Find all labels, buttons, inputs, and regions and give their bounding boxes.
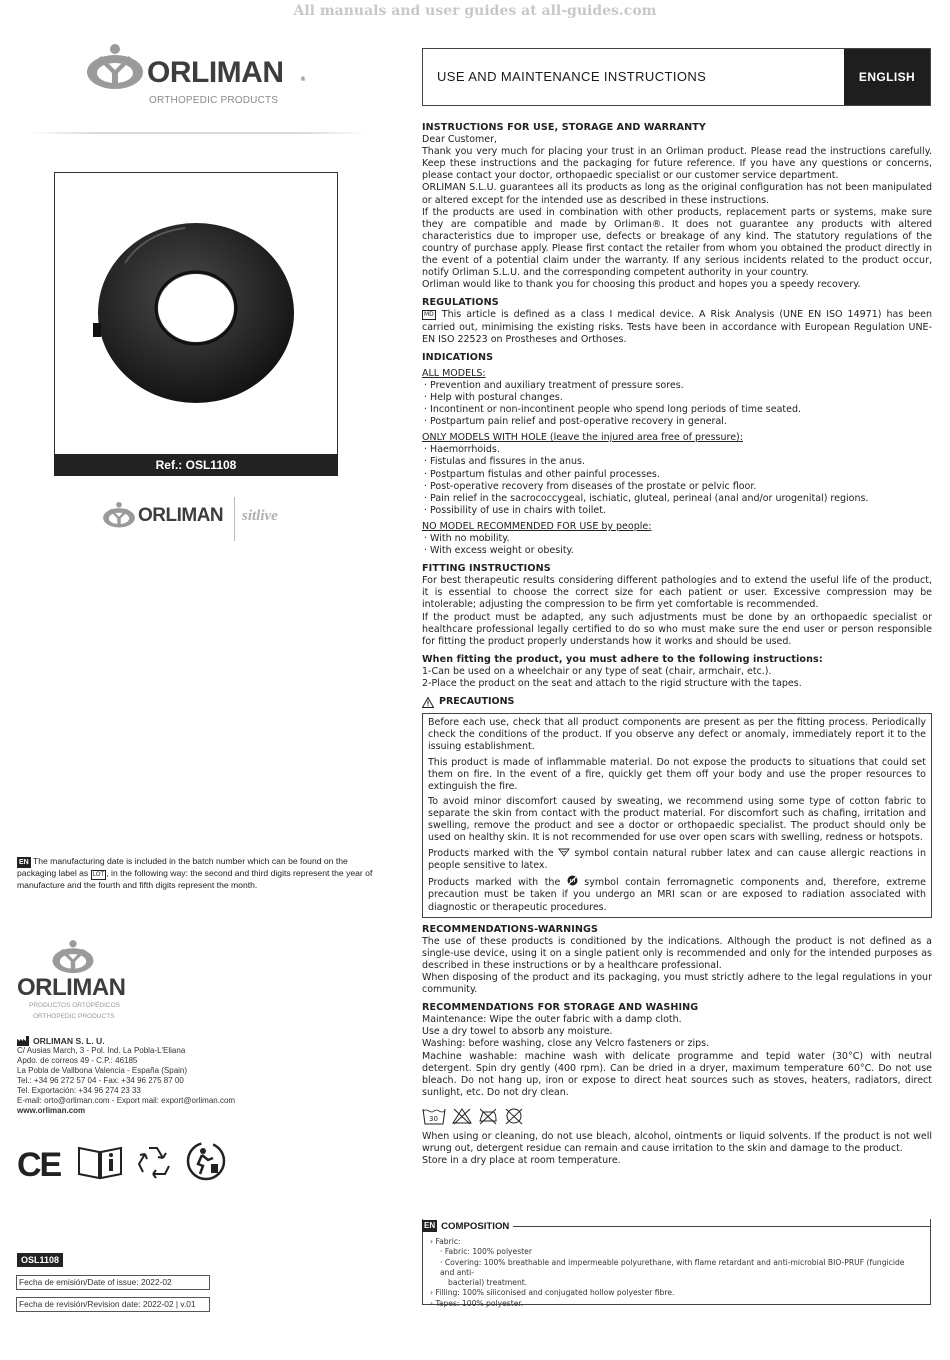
ce-mark: CE: [17, 1146, 61, 1184]
composition-item: › Filling: 100% siliconised and conjugated hollow polyester fibre.: [430, 1288, 920, 1298]
section-title: RECOMMENDATIONS FOR STORAGE AND WASHING: [422, 1002, 699, 1014]
composition-item: › Tapes: 100% polyester.: [430, 1299, 920, 1309]
recycle-icon: [135, 1144, 175, 1180]
brand-sub-en: ORTHOPEDIC PRODUCTS: [33, 1013, 115, 1020]
paragraph: Thank you very much for placing your trust in an Orliman product. Please read the instructions carefully. Keep these instructions and the packaging for future reference. If you have any questions or concerns, please contact your doctor, orthopaedic specialist or our customer service department.: [422, 146, 932, 182]
paragraph: Machine washable: machine wash with delicate programme and tepid water (30°C) with neutral detergent. Spin dry gently (400 rpm). Can be dried in a dryer, maximum temperature 60°C. Do not use bleach. Do not hang up, iron or expose to direct heat sources such as stoves, heaters, radiators, direct sunlight, etc. Do not dry clean.: [422, 1050, 932, 1098]
list-item: · Post-operative recovery from diseases of the prostate or pelvic floor.: [422, 481, 932, 493]
composition-subitem: bacterial) treatment.: [448, 1278, 528, 1288]
note-text-1: The manufacturing date is included in the batch number which can be found on the packaging label as: [17, 856, 348, 878]
latex-text-1: Products marked with the: [428, 848, 554, 860]
instructions-content: [422, 122, 932, 1167]
no-dry-clean-icon: [504, 1107, 524, 1125]
brand-row: [100, 497, 300, 543]
document-header: [422, 48, 931, 106]
mri-unsafe-icon: [567, 875, 578, 886]
no-iron-icon: [478, 1107, 498, 1125]
company-line: La Pobla de Vallbona Valencia - España (Spain): [17, 1066, 188, 1075]
product-ref-bar: Ref.: OSL1108: [54, 454, 338, 476]
brand-name-small: ORLIMAN: [138, 505, 224, 526]
magnet-text-2: symbol contain ferromagnetic components and, therefore, extreme precaution must be taken if you undergo an MRI scan or are exposed to radiation associated with diagnostic or therapeutic procedures.: [428, 877, 926, 913]
no-bleach-icon: [452, 1107, 472, 1125]
subsection-title: When fitting the product, you must adhere to the following instructions:: [422, 653, 823, 665]
registered-mark: ®: [300, 76, 306, 83]
list-item: · Help with postural changes.: [422, 392, 932, 404]
section-title: INDICATIONS: [422, 351, 494, 363]
warning-icon: [422, 697, 434, 708]
precautions-box: [422, 713, 932, 917]
company-website: www.orliman.com: [17, 1106, 86, 1115]
compliance-symbols: [17, 1140, 237, 1184]
list-item: · Prevention and auxiliary treatment of pressure sores.: [422, 380, 932, 392]
composition-line: [513, 1226, 931, 1227]
brand-subtitle: ORTHOPEDIC PRODUCTS: [149, 95, 279, 106]
paragraph: To avoid minor discomfort caused by sweating, we recommend using some type of cotton fabric to separate the skin from contact with the product material. For discomfort such as chafing, irritation and swelling, remove the product and see a doctor or orthopaedic specialist. The product should only be used on healthy skin. It is not recommended for use over open scars with swelling, redness or hotspots.: [428, 795, 926, 844]
care-symbols: [422, 1107, 932, 1125]
subsection-title: NO MODEL RECOMMENDED FOR USE by people:: [422, 520, 652, 532]
paragraph: [428, 847, 926, 872]
company-line: Tel.: +34 96 272 57 04 - Fax: +34 96 275 87 00: [17, 1076, 184, 1085]
company-info: [17, 1036, 297, 1116]
paragraph: ORLIMAN S.L.U. guarantees all its products as long as the original configuration has not been manipulated or altered except for the intended use as described in these instructions.: [422, 182, 932, 206]
paragraph: If the products are used in combination with other products, replacement parts or systems, make sure they are compatible and made by Orliman®. It does not guarantee any products with altered characteristics due to improper use, defects or breakage of any kind. The statutory regulations of the country of purchase apply. Please first contact the retailer from whom you obtained the product directly in the event of a potential claim under the warranty. If any serious incidents related to the product occur, notify Orliman S.L.U. and the corresponding competent authority in your country.: [422, 206, 932, 279]
paragraph: When disposing of the product and its packaging, you must strictly adhere to the legal regulations in your community.: [422, 972, 932, 996]
note-text-2: , in the following way: the second and third digits represent the year of manufacture and the fourth and fifth digits represent the month.: [17, 868, 373, 890]
composition-item: › Fabric:: [430, 1237, 920, 1247]
paragraph: If the product must be adapted, any such adjustments must be done by an orthopaedic specialist or healthcare professional legally certified to do so who must make sure the end user or person responsible for fitting the product properly understands how it works and should be used.: [422, 611, 932, 647]
section-title: REGULATIONS: [422, 297, 499, 309]
paragraph: The use of these products is conditioned by the indications. Although the product is not defined as a single-use device, using it on a single patient only is recommended and only for the intended purposes as described in these instructions or by a healthcare professional.: [422, 935, 932, 971]
latex-text-2: symbol contain natural rubber latex and can cause allergic reactions in people sensitive to latex.: [428, 848, 926, 872]
brand-name-bottom: ORLIMAN: [17, 974, 126, 1001]
brand-sub-es: PRODUCTOS ORTOPÉDICOS: [29, 1002, 121, 1009]
composition-subitem: · Fabric: 100% polyester: [440, 1247, 532, 1257]
paragraph: This product is made of inflammable material. Do not expose the products to situations that could set them on fire. In the event of a fire, quickly get them off your body and use the proper resources to extinguish the fire.: [428, 756, 926, 792]
list-item: · Postpartum fistulas and other painful processes.: [422, 469, 932, 481]
paragraph: Orliman would like to thank you for choosing this product and hopes you a speedy recovery.: [422, 279, 861, 291]
paragraph: [428, 875, 926, 913]
list-item: · Fistulas and fissures in the anus.: [422, 456, 932, 468]
fitting-step: 2-Place the product on the seat and attach to the rigid structure with the tapes.: [422, 678, 802, 690]
watermark: All manuals and user guides at all-guides.com: [293, 3, 657, 19]
storage-line: Use a dry towel to absorb any moisture.: [422, 1026, 613, 1038]
storage-line: Washing: before washing, close any Velcro fasteners or zips.: [422, 1038, 710, 1050]
latex-icon: [558, 847, 570, 857]
list-item: · Incontinent or non-incontinent people who spend long periods of time seated.: [422, 404, 932, 416]
fitting-step: 1-Can be used on a wheelchair or any type of seat (chair, armchair, etc.).: [422, 665, 772, 677]
precautions-header: [422, 696, 932, 708]
company-line: Tel. Exportación: +34 96 274 23 33: [17, 1086, 141, 1095]
orliman-figure-icon: [102, 500, 136, 530]
paragraph: Before each use, check that all product components are present as per the fitting process. Periodically check the conditions of the product. If you observe any defect or anomaly, immediately report it to the issuing establishment.: [428, 717, 926, 753]
subsection-title: ONLY MODELS WITH HOLE (leave the injured area free of pressure):: [422, 432, 743, 444]
issue-date: Fecha de emisión/Date of issue: 2022-02: [16, 1275, 210, 1290]
manufacturing-note: [17, 856, 387, 891]
reg-text: This article is defined as a class I medical device. A Risk Analysis (UNE EN ISO 14971) has been carried out, minimising the existing risks. Tests have been in accordance with European Regulation UNE-EN ISO 22523 on Prostheses and Orthoses.: [422, 309, 932, 345]
list-item: · With no mobility.: [422, 533, 932, 545]
brand-name: ORLIMAN: [147, 56, 284, 89]
company-line: C/ Ausias March, 3 - Pol. Ind. La Pobla-L'Eliana: [17, 1046, 186, 1055]
paragraph: [422, 309, 932, 345]
paragraph: For best therapeutic results considering different pathologies and to extend the useful life of the product, it is essential to choose the correct size for each patient or user. Excessive compression may be intolerable; adjusting the compression to be firm yet comfortable is recommended.: [422, 575, 932, 611]
list-item: · Pain relief in the sacrococcygeal, ischiatic, gluteal, perineal (anal and/or urogenital) regions.: [422, 493, 932, 505]
lang-tag: EN: [424, 1221, 436, 1230]
list-item: · Haemorrhoids.: [422, 444, 932, 456]
brand-divider: [234, 497, 235, 541]
storage-line: Maintenance: Wipe the outer fabric with a damp cloth.: [422, 1014, 682, 1026]
md-symbol: MD: [424, 311, 434, 319]
language-label: ENGLISH: [844, 49, 930, 105]
subsection-title: ALL MODELS:: [422, 367, 486, 379]
wash-30-icon: [422, 1107, 446, 1125]
company-line: Apdo. de correos 49 - C.P.: 46185: [17, 1056, 138, 1065]
section-title: INSTRUCTIONS FOR USE, STORAGE AND WARRANTY: [422, 122, 706, 133]
company-line: E-mail: orto@orliman.com - Export mail: export@orliman.com: [17, 1096, 236, 1105]
orliman-figure-icon: [51, 938, 95, 976]
composition-subitem: · Covering: 100% breathable and impermeable polyurethane, with flame retardant and anti-microbial BIO-PRUF (fungicide and anti-: [440, 1257, 905, 1277]
orliman-logo: [85, 40, 325, 110]
composition-title: COMPOSITION: [441, 1220, 510, 1232]
magnet-text-1: Products marked with the: [428, 877, 561, 889]
wash-temp: 30: [429, 1114, 438, 1123]
cushion-image: [55, 173, 337, 455]
composition-header: [422, 1219, 931, 1233]
greeting: Dear Customer,: [422, 134, 498, 146]
lot-symbol: LOT: [92, 872, 105, 878]
dispose-icon: [185, 1140, 227, 1182]
list-item: · With excess weight or obesity.: [422, 545, 932, 557]
list-item: · Possibility of use in chairs with toilet.: [422, 505, 932, 517]
list-item: · Postpartum pain relief and post-operative recovery in general.: [422, 416, 932, 428]
document-title: USE AND MAINTENANCE INSTRUCTIONS: [437, 69, 707, 84]
divider: [28, 132, 368, 134]
composition-body: [430, 1237, 920, 1309]
section-title: FITTING INSTRUCTIONS: [422, 563, 551, 575]
product-photo: [54, 172, 338, 475]
orliman-logo-bottom: [17, 938, 167, 1028]
sitlive-logo: sitlive: [242, 508, 278, 524]
revision-date: Fecha de revisión/Revision date: 2022-02 | v.01: [16, 1297, 210, 1312]
section-title: PRECAUTIONS: [439, 696, 515, 708]
lang-tag: EN: [19, 859, 29, 866]
paragraph: When using or cleaning, do not use bleach, alcohol, ointments or liquid solvents. If the product is not well wrung out, detergent residue can remain and cause irritation to the skin and damage to the product.: [422, 1130, 932, 1155]
manufacturer-icon: [17, 1036, 29, 1046]
section-title: RECOMMENDATIONS-WARNINGS: [422, 923, 598, 935]
paragraph: Store in a dry place at room temperature.: [422, 1155, 621, 1167]
orliman-figure-icon: [85, 42, 145, 92]
product-code-tag: OSL1108: [17, 1253, 63, 1267]
company-name: ORLIMAN S. L. U.: [33, 1036, 105, 1046]
instructions-book-icon: [77, 1144, 123, 1180]
